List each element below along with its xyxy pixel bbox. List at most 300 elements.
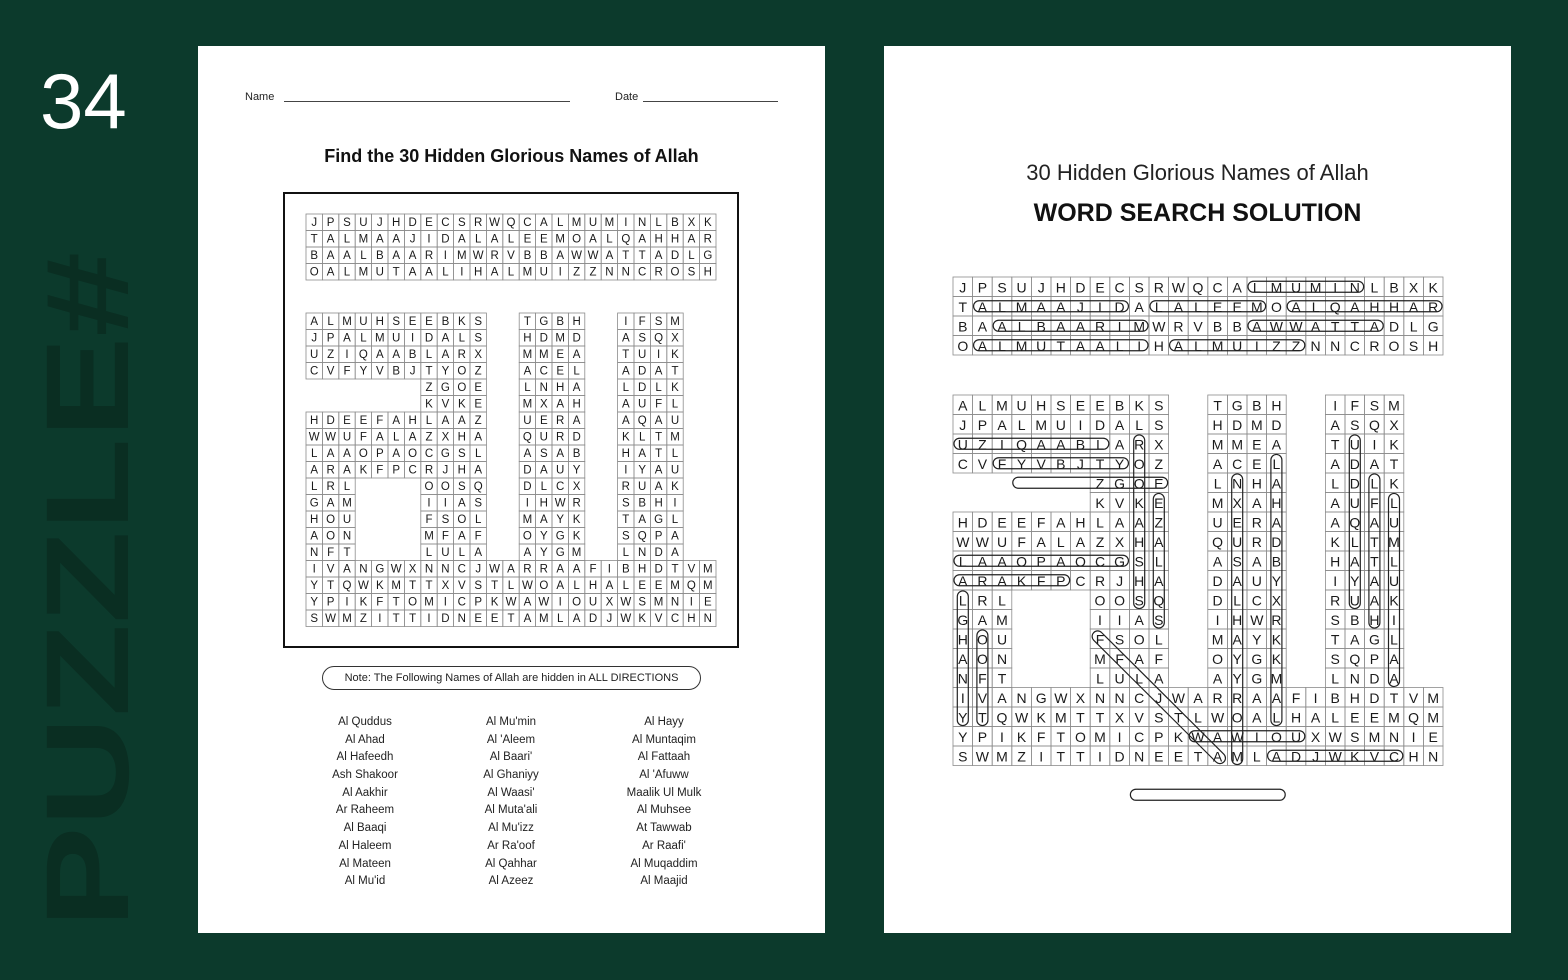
grid-letter[interactable]: A [310, 315, 319, 328]
grid-letter[interactable]: I [1313, 689, 1318, 706]
grid-letter[interactable]: H [1290, 709, 1302, 726]
grid-letter[interactable]: A [997, 416, 1007, 433]
grid-letter[interactable]: M [703, 563, 713, 576]
grid-letter[interactable]: Y [1232, 670, 1242, 687]
grid-letter[interactable]: B [638, 497, 647, 510]
grid-letter[interactable]: L [507, 266, 515, 279]
grid-letter[interactable]: L [1213, 475, 1222, 492]
grid-letter[interactable]: J [311, 216, 318, 229]
grid-letter[interactable]: K [457, 398, 466, 411]
grid-letter[interactable]: T [958, 298, 968, 315]
grid-letter[interactable]: J [1037, 279, 1045, 296]
grid-letter[interactable]: A [654, 249, 663, 262]
grid-letter[interactable]: L [1331, 709, 1340, 726]
grid-letter[interactable]: L [622, 579, 630, 592]
grid-letter[interactable]: O [976, 650, 988, 667]
grid-letter[interactable]: B [572, 447, 581, 460]
grid-letter[interactable]: T [392, 266, 400, 279]
grid-letter[interactable]: M [539, 612, 549, 625]
grid-letter[interactable]: A [671, 530, 679, 543]
grid-letter[interactable]: U [441, 546, 450, 559]
grid-letter[interactable]: O [1074, 728, 1086, 745]
grid-letter[interactable]: E [474, 612, 483, 625]
grid-letter[interactable]: C [457, 596, 466, 609]
grid-letter[interactable]: P [654, 530, 663, 543]
grid-letter[interactable]: E [638, 579, 647, 592]
grid-letter[interactable]: C [523, 216, 532, 229]
grid-letter[interactable]: A [654, 464, 663, 477]
grid-letter[interactable]: Q [637, 530, 647, 543]
grid-letter[interactable]: E [1154, 748, 1164, 765]
grid-letter[interactable]: R [1251, 514, 1262, 531]
grid-letter[interactable]: K [621, 431, 630, 444]
grid-letter[interactable]: F [1036, 728, 1046, 745]
grid-letter[interactable]: G [555, 546, 565, 559]
grid-letter[interactable]: L [1390, 553, 1398, 570]
grid-letter[interactable]: T [622, 348, 630, 361]
grid-letter[interactable]: D [1094, 416, 1106, 433]
grid-letter[interactable]: D [588, 612, 598, 625]
grid-letter[interactable]: A [1271, 436, 1282, 453]
grid-letter[interactable]: D [539, 332, 548, 345]
grid-letter[interactable]: L [688, 249, 695, 262]
grid-letter[interactable]: H [1369, 611, 1380, 628]
grid-letter[interactable]: K [1271, 631, 1282, 648]
grid-letter[interactable]: A [343, 332, 351, 345]
grid-letter[interactable]: A [1056, 553, 1066, 570]
grid-letter[interactable]: A [589, 233, 597, 246]
grid-letter[interactable]: L [1370, 279, 1379, 296]
grid-letter[interactable]: Z [1154, 514, 1164, 531]
grid-letter[interactable]: L [540, 480, 548, 493]
grid-letter[interactable]: A [539, 464, 548, 477]
grid-letter[interactable]: A [1154, 572, 1164, 589]
grid-letter[interactable]: H [310, 513, 319, 526]
grid-letter[interactable]: M [1270, 670, 1283, 687]
grid-letter[interactable]: L [671, 513, 679, 526]
grid-letter[interactable]: E [1095, 279, 1105, 296]
grid-letter[interactable]: T [1076, 748, 1085, 765]
grid-letter[interactable]: V [507, 249, 515, 262]
grid-letter[interactable]: X [1310, 728, 1321, 745]
grid-letter[interactable]: F [1154, 650, 1164, 667]
grid-letter[interactable]: P [1036, 553, 1046, 570]
grid-letter[interactable]: H [392, 216, 401, 229]
grid-letter[interactable]: L [425, 546, 433, 559]
grid-letter[interactable]: N [1016, 689, 1027, 706]
grid-letter[interactable]: A [977, 611, 988, 628]
grid-letter[interactable]: L [1370, 475, 1379, 492]
grid-letter[interactable]: A [1056, 436, 1066, 453]
grid-letter[interactable]: O [1133, 475, 1145, 492]
grid-letter[interactable]: W [554, 497, 566, 510]
grid-letter[interactable]: O [1270, 728, 1282, 745]
grid-letter[interactable]: C [1094, 553, 1106, 570]
grid-letter[interactable]: M [1250, 298, 1263, 315]
grid-letter[interactable]: C [1212, 279, 1223, 296]
grid-letter[interactable]: L [1272, 455, 1281, 472]
grid-letter[interactable]: L [958, 592, 967, 609]
grid-letter[interactable]: U [539, 431, 548, 444]
grid-letter[interactable]: U [392, 332, 401, 345]
grid-letter[interactable]: U [996, 533, 1008, 550]
grid-letter[interactable]: L [458, 332, 466, 345]
grid-letter[interactable]: G [1114, 475, 1126, 492]
grid-letter[interactable]: I [460, 266, 464, 279]
grid-letter[interactable]: N [638, 216, 647, 229]
grid-letter[interactable]: A [1271, 748, 1282, 765]
grid-letter[interactable]: T [1330, 631, 1340, 648]
grid-letter[interactable]: E [523, 233, 532, 246]
grid-letter[interactable]: I [312, 563, 316, 576]
grid-letter[interactable]: Q [637, 414, 647, 427]
grid-letter[interactable]: Y [638, 464, 647, 477]
grid-letter[interactable]: M [1211, 436, 1224, 453]
grid-letter[interactable]: T [655, 447, 663, 460]
grid-letter[interactable]: B [523, 249, 532, 262]
grid-letter[interactable]: A [392, 249, 401, 262]
grid-letter[interactable]: I [607, 563, 612, 576]
grid-letter[interactable]: W [1152, 318, 1166, 335]
grid-letter[interactable]: O [1094, 592, 1106, 609]
grid-letter[interactable]: A [1193, 689, 1203, 706]
grid-letter[interactable]: J [959, 279, 967, 296]
grid-letter[interactable]: Q [1153, 592, 1165, 609]
grid-letter[interactable]: F [638, 315, 646, 328]
grid-letter[interactable]: F [441, 530, 449, 543]
grid-letter[interactable]: D [572, 332, 581, 345]
grid-letter[interactable]: T [1095, 709, 1105, 726]
grid-letter[interactable]: C [1134, 728, 1145, 745]
grid-letter[interactable]: C [1349, 337, 1360, 354]
grid-letter[interactable]: A [1252, 689, 1262, 706]
grid-letter[interactable]: G [1231, 397, 1243, 414]
grid-letter[interactable]: L [1017, 318, 1026, 335]
grid-letter[interactable]: L [1272, 709, 1281, 726]
grid-letter[interactable]: X [1389, 416, 1399, 433]
grid-letter[interactable]: L [1115, 337, 1124, 354]
grid-letter[interactable]: A [687, 233, 696, 246]
grid-letter[interactable]: S [1154, 611, 1164, 628]
grid-letter[interactable]: M [342, 612, 352, 625]
grid-letter[interactable]: A [621, 365, 630, 378]
grid-letter[interactable]: A [1154, 670, 1164, 687]
grid-letter[interactable]: R [572, 497, 581, 510]
grid-letter[interactable]: J [311, 332, 318, 345]
grid-letter[interactable]: L [1096, 436, 1104, 453]
grid-letter[interactable]: P [326, 216, 335, 229]
grid-letter[interactable]: T [655, 431, 663, 444]
grid-letter[interactable]: W [1328, 748, 1342, 765]
grid-letter[interactable]: E [1173, 748, 1184, 765]
grid-letter[interactable]: K [1389, 436, 1399, 453]
grid-letter[interactable]: G [957, 611, 969, 628]
grid-letter[interactable]: M [571, 216, 582, 229]
grid-letter[interactable]: T [1056, 337, 1066, 354]
grid-letter[interactable]: E [556, 348, 565, 361]
grid-letter[interactable]: Q [1368, 416, 1380, 433]
grid-letter[interactable]: I [558, 596, 562, 609]
grid-letter[interactable]: O [309, 266, 319, 279]
grid-letter[interactable]: A [958, 650, 968, 667]
grid-letter[interactable]: L [1154, 553, 1163, 570]
grid-letter[interactable]: H [1212, 416, 1223, 433]
grid-letter[interactable]: L [1194, 337, 1202, 354]
grid-letter[interactable]: P [1056, 572, 1066, 589]
grid-letter[interactable]: E [654, 579, 663, 592]
grid-letter[interactable]: T [622, 249, 630, 262]
grid-letter[interactable]: L [474, 233, 482, 246]
grid-letter[interactable]: P [392, 464, 401, 477]
grid-letter[interactable]: L [507, 579, 515, 592]
grid-letter[interactable]: S [1154, 709, 1164, 726]
grid-letter[interactable]: W [505, 596, 517, 609]
grid-letter[interactable]: O [424, 480, 434, 493]
grid-letter[interactable]: U [1349, 494, 1360, 511]
grid-letter[interactable]: L [1194, 709, 1202, 726]
grid-letter[interactable]: A [457, 233, 466, 246]
grid-letter[interactable]: T [1330, 318, 1340, 335]
grid-letter[interactable]: D [1369, 670, 1380, 687]
grid-letter[interactable]: N [441, 563, 450, 576]
grid-letter[interactable]: C [957, 455, 968, 472]
grid-letter[interactable]: M [358, 233, 369, 246]
grid-letter[interactable]: W [1191, 728, 1205, 745]
grid-letter[interactable]: L [671, 398, 679, 411]
grid-letter[interactable]: O [572, 233, 582, 246]
grid-letter[interactable]: A [997, 689, 1007, 706]
grid-letter[interactable]: L [442, 266, 449, 279]
grid-letter[interactable]: A [1232, 572, 1242, 589]
grid-letter[interactable]: O [358, 447, 368, 460]
grid-letter[interactable]: A [523, 447, 532, 460]
grid-letter[interactable]: M [522, 266, 533, 279]
grid-letter[interactable]: P [977, 416, 988, 433]
grid-letter[interactable]: G [440, 381, 450, 394]
grid-letter[interactable]: A [539, 513, 548, 526]
grid-letter[interactable]: V [326, 365, 335, 378]
grid-letter[interactable]: I [1333, 572, 1338, 589]
grid-letter[interactable]: E [425, 216, 433, 229]
grid-letter[interactable]: A [1134, 611, 1144, 628]
grid-letter[interactable]: H [408, 414, 417, 427]
grid-letter[interactable]: O [326, 530, 336, 543]
grid-letter[interactable]: T [1193, 748, 1203, 765]
grid-letter[interactable]: C [1134, 689, 1145, 706]
grid-letter[interactable]: Q [1192, 279, 1204, 296]
grid-letter[interactable]: I [427, 612, 431, 625]
grid-letter[interactable]: W [1250, 611, 1264, 628]
grid-letter[interactable]: I [443, 596, 448, 609]
grid-letter[interactable]: A [457, 530, 466, 543]
grid-letter[interactable]: H [1369, 298, 1380, 315]
grid-letter[interactable]: P [474, 596, 483, 609]
grid-letter[interactable]: S [958, 748, 968, 765]
grid-letter[interactable]: V [1114, 494, 1125, 511]
grid-letter[interactable]: C [457, 563, 466, 576]
grid-letter[interactable]: L [310, 480, 318, 493]
grid-letter[interactable]: M [996, 397, 1008, 414]
grid-letter[interactable]: O [976, 631, 988, 648]
grid-letter[interactable]: R [654, 266, 663, 279]
grid-letter[interactable]: N [1349, 279, 1360, 296]
grid-letter[interactable]: P [375, 447, 384, 460]
grid-letter[interactable]: O [408, 447, 418, 460]
grid-letter[interactable]: I [960, 689, 965, 706]
grid-letter[interactable]: H [1232, 611, 1243, 628]
grid-letter[interactable]: H [654, 497, 663, 510]
grid-letter[interactable]: L [998, 592, 1006, 609]
grid-letter[interactable]: L [998, 337, 1006, 354]
grid-letter[interactable]: A [621, 414, 630, 427]
grid-letter[interactable]: X [441, 579, 450, 592]
grid-letter[interactable]: A [1408, 298, 1419, 315]
grid-letter[interactable]: N [310, 546, 319, 559]
grid-letter[interactable]: A [1330, 514, 1340, 531]
grid-letter[interactable]: M [1368, 728, 1381, 745]
grid-letter[interactable]: A [1212, 553, 1223, 570]
grid-letter[interactable]: V [375, 365, 384, 378]
grid-letter[interactable]: E [1252, 436, 1262, 453]
grid-letter[interactable]: B [310, 249, 319, 262]
grid-letter[interactable]: V [1408, 689, 1419, 706]
grid-letter[interactable]: B [539, 249, 548, 262]
grid-letter[interactable]: A [556, 579, 565, 592]
grid-letter[interactable]: K [359, 596, 368, 609]
grid-letter[interactable]: M [1054, 709, 1067, 726]
grid-letter[interactable]: A [310, 530, 319, 543]
grid-letter[interactable]: K [1173, 728, 1184, 745]
grid-letter[interactable]: X [572, 480, 581, 493]
grid-letter[interactable]: F [1370, 494, 1379, 511]
grid-letter[interactable]: X [1271, 592, 1282, 609]
grid-letter[interactable]: T [310, 233, 318, 246]
grid-letter[interactable]: L [474, 513, 482, 526]
grid-letter[interactable]: C [310, 365, 319, 378]
grid-letter[interactable]: M [1133, 318, 1146, 335]
grid-letter[interactable]: K [1330, 533, 1340, 550]
grid-letter[interactable]: B [408, 348, 417, 361]
grid-letter[interactable]: S [1134, 279, 1144, 296]
grid-letter[interactable]: A [1310, 709, 1321, 726]
grid-letter[interactable]: A [997, 318, 1007, 335]
grid-letter[interactable]: A [1075, 533, 1086, 550]
grid-letter[interactable]: N [605, 266, 614, 279]
grid-letter[interactable]: Y [572, 464, 581, 477]
grid-letter[interactable]: M [996, 611, 1008, 628]
grid-letter[interactable]: A [556, 398, 565, 411]
grid-letter[interactable]: L [622, 546, 630, 559]
grid-letter[interactable]: M [1250, 416, 1263, 433]
grid-letter[interactable]: N [638, 546, 647, 559]
grid-letter[interactable]: I [345, 596, 349, 609]
grid-letter[interactable]: R [424, 464, 434, 477]
grid-letter[interactable]: L [671, 447, 679, 460]
grid-letter[interactable]: H [539, 497, 548, 510]
grid-letter[interactable]: S [1350, 416, 1360, 433]
grid-letter[interactable]: A [958, 572, 968, 589]
grid-letter[interactable]: M [1211, 337, 1224, 354]
grid-letter[interactable]: Y [1016, 455, 1027, 472]
grid-letter[interactable]: S [343, 216, 351, 229]
grid-letter[interactable]: J [1155, 689, 1163, 706]
grid-letter[interactable]: A [977, 337, 988, 354]
grid-letter[interactable]: O [440, 480, 450, 493]
grid-letter[interactable]: M [670, 431, 680, 444]
grid-letter[interactable]: A [654, 365, 663, 378]
grid-letter[interactable]: M [522, 398, 533, 411]
grid-letter[interactable]: A [343, 563, 351, 576]
grid-letter[interactable]: S [474, 579, 483, 592]
grid-letter[interactable]: A [1252, 553, 1262, 570]
grid-letter[interactable]: U [1349, 592, 1360, 609]
grid-letter[interactable]: G [1035, 689, 1047, 706]
grid-letter[interactable]: A [1232, 279, 1242, 296]
grid-letter[interactable]: D [1271, 533, 1282, 550]
grid-letter[interactable]: L [343, 480, 351, 493]
grid-letter[interactable]: S [1330, 611, 1340, 628]
grid-letter[interactable]: Q [1212, 533, 1224, 550]
grid-letter[interactable]: I [624, 315, 628, 328]
grid-letter[interactable]: M [604, 216, 615, 229]
grid-letter[interactable]: T [1056, 748, 1066, 765]
grid-letter[interactable]: A [375, 348, 384, 361]
grid-letter[interactable]: L [958, 553, 967, 570]
grid-letter[interactable]: M [1388, 533, 1400, 550]
grid-letter[interactable]: X [671, 332, 679, 345]
grid-letter[interactable]: X [408, 563, 417, 576]
grid-letter[interactable]: U [638, 398, 647, 411]
grid-letter[interactable]: S [1408, 337, 1419, 354]
grid-letter[interactable]: L [655, 216, 662, 229]
grid-letter[interactable]: C [408, 464, 417, 477]
grid-letter[interactable]: R [539, 563, 548, 576]
grid-letter[interactable]: N [457, 612, 466, 625]
grid-letter[interactable]: G [1368, 631, 1380, 648]
grid-letter[interactable]: A [556, 563, 565, 576]
grid-letter[interactable]: U [670, 414, 680, 427]
grid-letter[interactable]: U [1388, 514, 1400, 531]
grid-letter[interactable]: A [1291, 298, 1301, 315]
grid-letter[interactable]: X [474, 348, 483, 361]
grid-letter[interactable]: A [1056, 318, 1066, 335]
grid-letter[interactable]: H [375, 315, 384, 328]
grid-letter[interactable]: J [606, 612, 613, 625]
grid-letter[interactable]: Q [686, 579, 696, 592]
grid-letter[interactable]: R [556, 414, 565, 427]
grid-letter[interactable]: K [375, 579, 384, 592]
grid-letter[interactable]: B [1075, 436, 1086, 453]
grid-letter[interactable]: O [457, 365, 467, 378]
grid-letter[interactable]: B [392, 365, 401, 378]
grid-letter[interactable]: L [392, 431, 400, 444]
grid-letter[interactable]: U [1212, 514, 1223, 531]
grid-letter[interactable]: C [1232, 455, 1243, 472]
grid-letter[interactable]: H [523, 332, 532, 345]
grid-letter[interactable]: A [638, 233, 647, 246]
grid-letter[interactable]: Q [522, 431, 532, 444]
grid-letter[interactable]: Z [978, 436, 987, 453]
grid-letter[interactable]: J [409, 365, 416, 378]
grid-letter[interactable]: K [1036, 709, 1046, 726]
grid-letter[interactable]: Z [474, 365, 482, 378]
grid-letter[interactable]: E [474, 381, 483, 394]
grid-letter[interactable]: A [523, 612, 532, 625]
grid-letter[interactable]: A [997, 553, 1007, 570]
grid-letter[interactable]: L [655, 381, 662, 394]
grid-letter[interactable]: A [572, 381, 581, 394]
grid-letter[interactable]: G [654, 513, 664, 526]
